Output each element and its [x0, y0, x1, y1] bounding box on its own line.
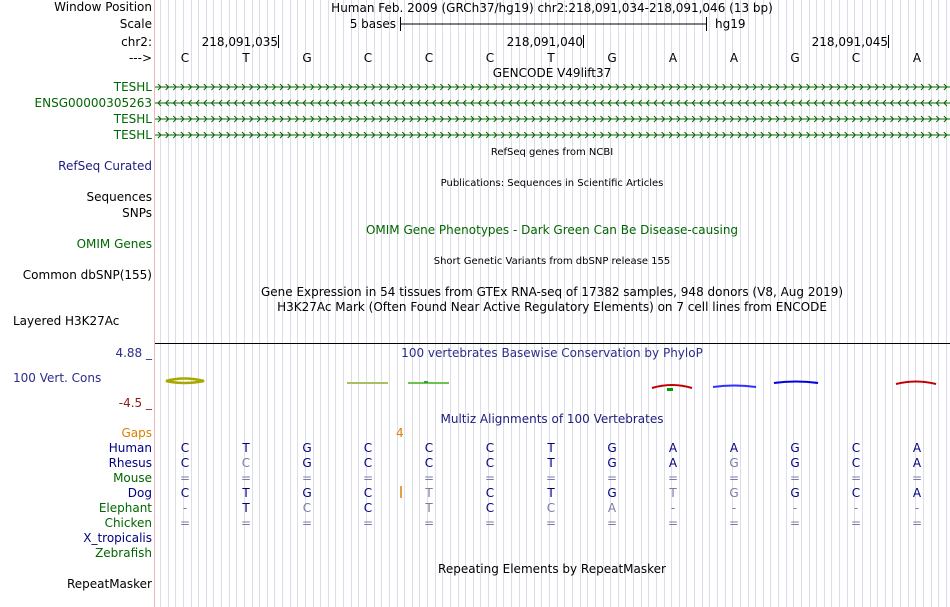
reference-base: G: [607, 51, 617, 65]
chicken-aligned-base[interactable]: =: [850, 516, 862, 530]
dog-aligned-base[interactable]: A: [912, 486, 922, 500]
rhesus-aligned-base[interactable]: G: [729, 456, 739, 470]
human-aligned-base[interactable]: T: [547, 441, 555, 455]
label-cons-max: 4.88 _: [115, 346, 152, 360]
label-common-dbsnp[interactable]: Common dbSNP(155): [22, 268, 152, 282]
rhesus-aligned-base[interactable]: C: [363, 456, 373, 470]
omim-track-title: OMIM Gene Phenotypes - Dark Green Can Be Disease-causing: [365, 223, 739, 237]
label-refseq-curated[interactable]: RefSeq Curated: [58, 159, 152, 173]
strand-chevrons: [158, 84, 947, 138]
elephant-aligned-base[interactable]: -: [731, 501, 737, 515]
rhesus-aligned-base[interactable]: G: [790, 456, 800, 470]
dog-aligned-base[interactable]: T: [425, 486, 433, 500]
label-teshl-2[interactable]: TESHL: [113, 112, 152, 126]
reference-base: A: [729, 51, 739, 65]
position-label-3: 218,091,045: [811, 35, 888, 49]
dog-aligned-base[interactable]: C: [485, 486, 495, 500]
chicken-aligned-base[interactable]: =: [606, 516, 618, 530]
chicken-aligned-base[interactable]: =: [789, 516, 801, 530]
multiz-track-title: Multiz Alignments of 100 Vertebrates: [440, 412, 664, 426]
gencode-track-title: GENCODE V49lift37: [492, 66, 612, 80]
chicken-aligned-base[interactable]: =: [240, 516, 252, 530]
gtex-track-title: Gene Expression in 54 tissues from GTEx RNA-seq of 17382 samples, 948 donors (V8, Aug 2019): [260, 285, 844, 299]
gap-count: 4: [396, 426, 404, 440]
elephant-aligned-base[interactable]: C: [363, 501, 373, 515]
mouse-aligned-base[interactable]: =: [850, 471, 862, 485]
chicken-aligned-base[interactable]: =: [484, 516, 496, 530]
dog-aligned-base[interactable]: G: [729, 486, 739, 500]
reference-base: C: [851, 51, 861, 65]
reference-base: G: [790, 51, 800, 65]
chicken-aligned-base[interactable]: =: [179, 516, 191, 530]
dog-aligned-base[interactable]: C: [180, 486, 190, 500]
chicken-aligned-base[interactable]: =: [667, 516, 679, 530]
elephant-aligned-base[interactable]: -: [914, 501, 920, 515]
position-ticks: [279, 35, 889, 48]
chicken-aligned-base[interactable]: =: [545, 516, 557, 530]
elephant-aligned-base[interactable]: T: [242, 501, 250, 515]
mouse-aligned-base[interactable]: =: [545, 471, 557, 485]
human-aligned-base[interactable]: A: [729, 441, 739, 455]
label-sequences[interactable]: Sequences: [86, 190, 152, 204]
elephant-aligned-base[interactable]: -: [792, 501, 798, 515]
human-aligned-base[interactable]: G: [302, 441, 312, 455]
label-100-vert-cons[interactable]: 100 Vert. Cons: [13, 371, 102, 385]
elephant-aligned-base[interactable]: -: [670, 501, 676, 515]
elephant-aligned-base[interactable]: A: [607, 501, 617, 515]
repeatmasker-track-title: Repeating Elements by RepeatMasker: [438, 562, 666, 576]
elephant-aligned-base[interactable]: C: [302, 501, 312, 515]
label-gaps[interactable]: Gaps: [121, 426, 152, 440]
mouse-aligned-base[interactable]: =: [484, 471, 496, 485]
mouse-aligned-base[interactable]: =: [606, 471, 618, 485]
label-cons-min: -4.5 _: [118, 396, 152, 410]
reference-base: A: [912, 51, 922, 65]
rhesus-aligned-base[interactable]: C: [241, 456, 251, 470]
h3k27ac-track-title: H3K27Ac Mark (Often Found Near Active Regulatory Elements) on 7 cell lines from ENCODE: [277, 300, 827, 314]
human-aligned-base[interactable]: C: [363, 441, 373, 455]
rhesus-aligned-base[interactable]: A: [912, 456, 922, 470]
label-dog[interactable]: Dog: [127, 486, 152, 500]
human-aligned-base[interactable]: C: [851, 441, 861, 455]
elephant-aligned-base[interactable]: -: [182, 501, 188, 515]
publications-track-title: Publications: Sequences in Scientific Articles: [440, 178, 664, 189]
mouse-aligned-base[interactable]: =: [301, 471, 313, 485]
rhesus-aligned-base[interactable]: C: [424, 456, 434, 470]
dog-aligned-base[interactable]: G: [302, 486, 312, 500]
dog-aligned-base[interactable]: T: [669, 486, 677, 500]
dog-aligned-base[interactable]: C: [363, 486, 373, 500]
human-aligned-base[interactable]: G: [790, 441, 800, 455]
label-x-tropicalis[interactable]: X_tropicalis: [83, 531, 152, 545]
human-aligned-base[interactable]: G: [607, 441, 617, 455]
label-repeatmasker[interactable]: RepeatMasker: [66, 577, 152, 591]
mouse-aligned-base[interactable]: =: [789, 471, 801, 485]
dbsnp-track-title: Short Genetic Variants from dbSNP release 155: [433, 256, 671, 267]
position-label-1: 218,091,035: [201, 35, 278, 49]
conservation-graph[interactable]: [166, 379, 936, 392]
rhesus-aligned-base[interactable]: C: [851, 456, 861, 470]
refseq-track-title: RefSeq genes from NCBI: [490, 147, 614, 158]
dog-aligned-base[interactable]: T: [242, 486, 250, 500]
position-label-2: 218,091,040: [506, 35, 583, 49]
elephant-aligned-base[interactable]: C: [546, 501, 556, 515]
chicken-aligned-base[interactable]: =: [728, 516, 740, 530]
human-aligned-base[interactable]: A: [668, 441, 678, 455]
reference-base: C: [363, 51, 373, 65]
rhesus-aligned-base[interactable]: G: [302, 456, 312, 470]
chicken-aligned-base[interactable]: =: [423, 516, 435, 530]
reference-base: A: [668, 51, 678, 65]
human-aligned-base[interactable]: C: [424, 441, 434, 455]
human-aligned-base[interactable]: A: [912, 441, 922, 455]
mouse-aligned-base[interactable]: =: [667, 471, 679, 485]
label-teshl-1[interactable]: TESHL: [113, 80, 152, 94]
label-layered-h3k27ac[interactable]: Layered H3K27Ac: [13, 314, 120, 328]
elephant-aligned-base[interactable]: C: [485, 501, 495, 515]
rhesus-aligned-base[interactable]: A: [668, 456, 678, 470]
chicken-aligned-base[interactable]: =: [362, 516, 374, 530]
human-aligned-base[interactable]: T: [242, 441, 250, 455]
reference-base: C: [180, 51, 190, 65]
label-strand-arrow[interactable]: --->: [128, 51, 152, 65]
scale-assembly-label: hg19: [715, 17, 746, 31]
label-human[interactable]: Human: [108, 441, 152, 455]
elephant-aligned-base[interactable]: -: [853, 501, 859, 515]
mouse-aligned-base[interactable]: =: [423, 471, 435, 485]
dog-aligned-base[interactable]: T: [547, 486, 555, 500]
scale-bar-label: 5 bases: [349, 17, 396, 31]
mouse-aligned-base[interactable]: =: [728, 471, 740, 485]
label-snps[interactable]: SNPs: [122, 206, 152, 220]
label-elephant[interactable]: Elephant: [98, 501, 152, 515]
label-mouse[interactable]: Mouse: [113, 471, 152, 485]
reference-base: C: [424, 51, 434, 65]
label-omim-genes[interactable]: OMIM Genes: [76, 237, 152, 251]
reference-base: C: [485, 51, 495, 65]
mouse-aligned-base[interactable]: =: [911, 471, 923, 485]
mouse-aligned-base[interactable]: =: [240, 471, 252, 485]
reference-base: T: [242, 51, 250, 65]
dog-aligned-base[interactable]: G: [607, 486, 617, 500]
rhesus-aligned-base[interactable]: T: [547, 456, 555, 470]
dog-aligned-base[interactable]: C: [851, 486, 861, 500]
rhesus-aligned-base[interactable]: C: [180, 456, 190, 470]
assembly-position-title: Human Feb. 2009 (GRCh37/hg19) chr2:218,091,034-218,091,046 (13 bp): [331, 1, 773, 15]
human-aligned-base[interactable]: C: [180, 441, 190, 455]
scale-bar: [400, 17, 707, 31]
mouse-aligned-base[interactable]: =: [179, 471, 191, 485]
reference-base: T: [547, 51, 555, 65]
mouse-aligned-base[interactable]: =: [362, 471, 374, 485]
label-chromosome: chr2:: [121, 35, 152, 49]
rhesus-aligned-base[interactable]: C: [485, 456, 495, 470]
reference-base: G: [302, 51, 312, 65]
label-rhesus[interactable]: Rhesus: [108, 456, 152, 470]
human-aligned-base[interactable]: C: [485, 441, 495, 455]
label-ensg[interactable]: ENSG00000305263: [34, 96, 152, 110]
chicken-aligned-base[interactable]: =: [301, 516, 313, 530]
phylop-track-title: 100 vertebrates Basewise Conservation by PhyloP: [401, 346, 703, 360]
rhesus-aligned-base[interactable]: G: [607, 456, 617, 470]
label-chicken[interactable]: Chicken: [104, 516, 152, 530]
chicken-aligned-base[interactable]: =: [911, 516, 923, 530]
label-teshl-3[interactable]: TESHL: [113, 128, 152, 142]
label-zebrafish[interactable]: Zebrafish: [95, 546, 152, 560]
label-window-position: Window Position: [54, 0, 152, 14]
dog-aligned-base[interactable]: G: [790, 486, 800, 500]
elephant-aligned-base[interactable]: T: [425, 501, 433, 515]
label-scale: Scale: [119, 17, 152, 31]
